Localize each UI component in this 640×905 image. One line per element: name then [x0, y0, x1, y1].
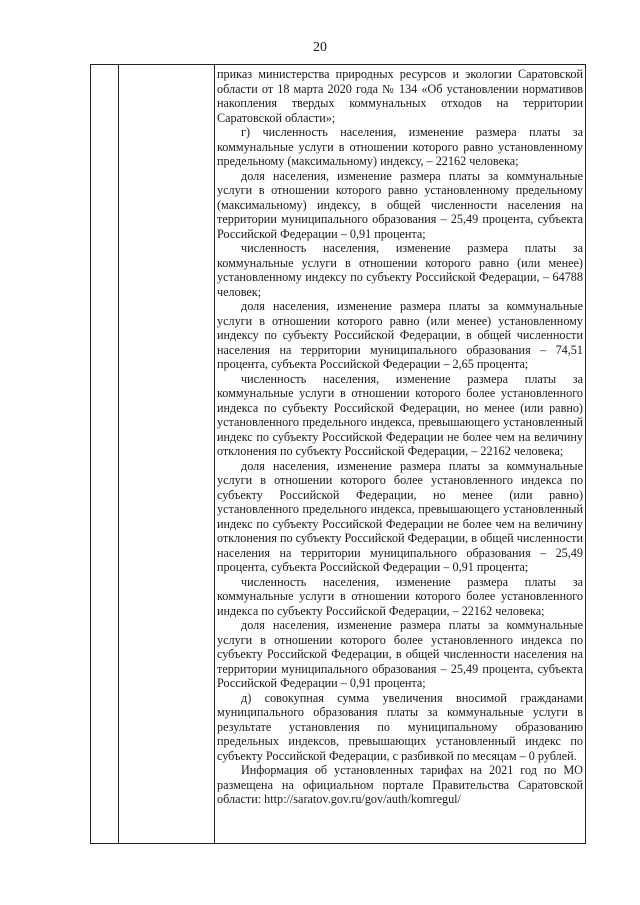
- page-number: 20: [313, 40, 327, 55]
- paragraph: г) численность населения, изменение размера платы за коммунальные услуги в отношении которого равно установленному предельному (максимальному) индексу, – 22162 человека;: [217, 125, 583, 168]
- column-divider: [118, 65, 119, 843]
- table-cell-text: [217, 67, 583, 807]
- paragraph: Информация об установленных тарифах на 2021 год по МО размещена на официальном портале Правительства Саратовской области: http://saratov.gov.ru/gov/auth/komregul/: [217, 763, 583, 806]
- paragraph: численность населения, изменение размера платы за коммунальные услуги в отношении которого более установленного индекса по субъекту Российской Федерации, но менее (или равно) установленного предельного индекса, превышающего установленный индекс по субъекту Российской Федерации не более чем на величину отклонения по субъекту Российской Федерации, – 22162 человека;: [217, 371, 583, 458]
- paragraph: д) совокупная сумма увеличения вносимой гражданами муниципального образования платы за коммунальные услуги в результате установления по муниципальному образованию предельных индексов, превышающих установленный индекс по субъекту Российской Федерации, с разбивкой по месяцам – 0 рублей.: [217, 690, 583, 763]
- paragraph: численность населения, изменение размера платы за коммунальные услуги в отношении которого более установленного индекса по субъекту Российской Федерации, – 22162 человека;: [217, 574, 583, 618]
- paragraph: доля населения, изменение размера платы за коммунальные услуги в отношении которого более установленного индекса по субъекту Российской Федерации, но менее (или равно) установленного предельного индекса, превышающего установленный индекс по субъекту Российской Федерации не более чем на величину отклонения по субъекту Российской Федерации, в общей численности населения на территории муниципального образования – 25,49 процента, субъекта Российской Федерации – 0,91 процента;: [217, 458, 583, 574]
- column-divider: [214, 65, 215, 843]
- paragraph: численность населения, изменение размера платы за коммунальные услуги в отношении которого равно (или менее) установленному индексу по субъекту Российской Федерации, – 64788 человек;: [217, 241, 583, 299]
- paragraph: доля населения, изменение размера платы за коммунальные услуги в отношении которого более установленного индекса по субъекту Российской Федерации, в общей численности населения на территории муниципального образования – 25,49 процента, субъекта Российской Федерации – 0,91 процента;: [217, 618, 583, 690]
- paragraph: доля населения, изменение размера платы за коммунальные услуги в отношении которого равно (или менее) установленному индексу по субъекту Российской Федерации, в общей численности населения на территории муниципального образования – 74,51 процента, субъекта Российской Федерации – 2,65 процента;: [217, 299, 583, 371]
- paragraph: приказ министерства природных ресурсов и экологии Саратовской области от 18 марта 2020 года № 134 «Об установлении нормативов накопления твердых коммунальных отходов на территории Саратовской области»;: [217, 67, 583, 125]
- paragraph: доля населения, изменение размера платы за коммунальные услуги в отношении которого равно установленному предельному (максимальному) индексу, в общей численности населения на территории муниципального образования – 25,49 процента, субъекта Российской Федерации – 0,91 процента;: [217, 168, 583, 241]
- document-table: [90, 64, 586, 844]
